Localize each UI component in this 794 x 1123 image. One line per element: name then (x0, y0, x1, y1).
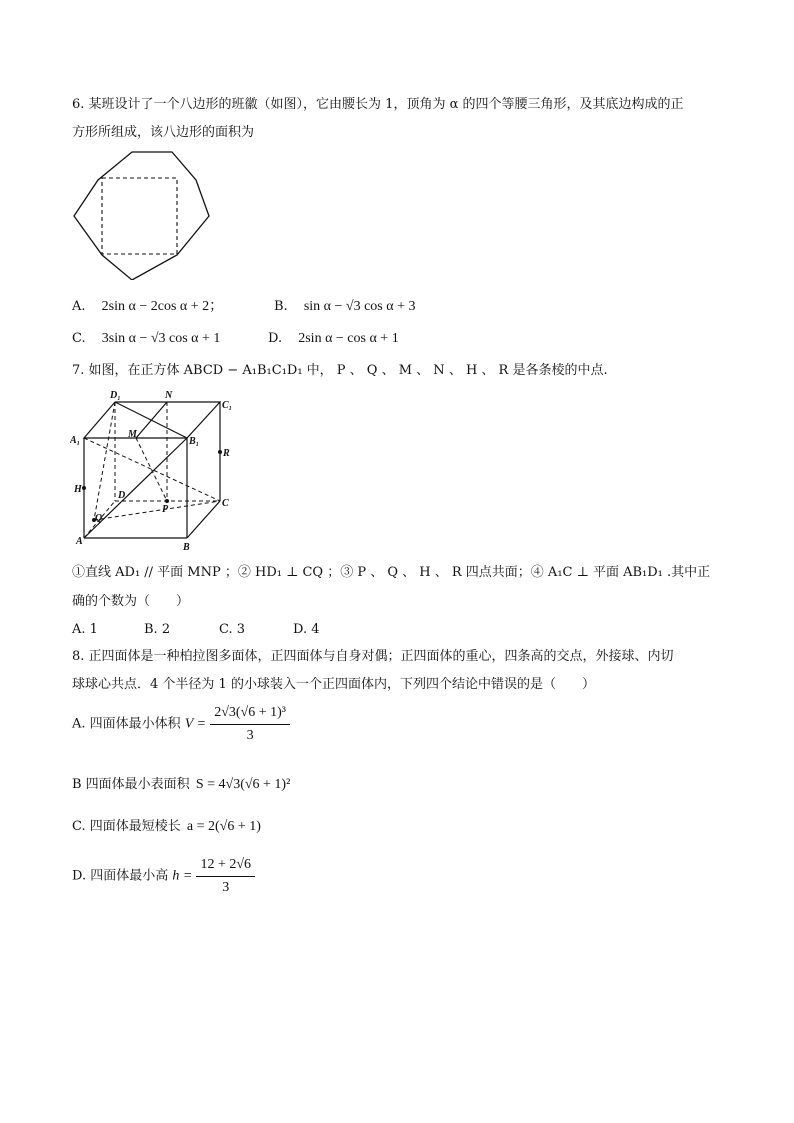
label-q: Q (95, 513, 103, 524)
q7-option-b[interactable]: B. 2 (144, 622, 171, 637)
q7-option-a[interactable]: A. 1 (72, 622, 98, 637)
label-c1: C₁ (222, 400, 233, 411)
q7-option-d[interactable]: D. 4 (293, 622, 320, 637)
q6-stem-line2: 方形所组成，该八边形的面积为 (72, 125, 255, 140)
label-c: C (222, 498, 229, 509)
q7-stem-line3: 确的个数为（ ） (72, 594, 190, 609)
q6-option-d[interactable]: D. 2sin α − cos α + 1 (268, 331, 399, 346)
label-m: M (128, 429, 137, 440)
label-r: R (223, 448, 230, 459)
q6-option-c[interactable]: C. 3sin α − √3 cos α + 1 (72, 331, 221, 346)
octagon-outline (74, 152, 209, 280)
label-b1: B₁ (189, 436, 200, 447)
hidden-d1-q (94, 402, 115, 520)
q7-statements: ①直线 AD₁ // 平面 MNP ；② HD₁ ⊥ CQ ；③ P 、 Q 、 H 、 R 四点共面；④ A₁C ⊥ 平面 AB₁D₁ .其中正 (72, 565, 711, 580)
q8-option-d-fraction: $\frac{12 + 2√6}{3}$ (196, 856, 255, 897)
q8-option-b[interactable]: B 四面体最小表面积 S = 4√3(√6 + 1)² (72, 777, 291, 792)
label-b: B (183, 542, 190, 553)
line-d1-b1 (115, 402, 187, 438)
point-r-dot (218, 450, 222, 454)
cube-figure (70, 388, 240, 558)
q8-stem-line1: 8. 正四面体是一种柏拉图多面体，正四面体与自身对偶；正四面体的重心，四条高的交点，外接球、内切 (72, 649, 674, 664)
inner-square-dashed (102, 178, 177, 254)
point-p-dot (165, 499, 169, 503)
q8-stem-line2: 球球心共点．4 个半径为 1 的小球装入一个正四面体内，下列四个结论中错误的是（ ） (72, 677, 595, 692)
label-d: D (118, 490, 126, 501)
point-h-dot (82, 486, 86, 490)
q6-stem-line1: 6. 某班设计了一个八边形的班徽（如图），它由腰长为 1，顶角为 α 的四个等腰三角形，及其底边构成的正 (72, 97, 684, 112)
hidden-m-p (136, 438, 167, 501)
octagon-badge-figure (72, 150, 212, 280)
q8-option-c[interactable]: C. 四面体最短棱长 a = 2(√6 + 1) (72, 819, 261, 834)
label-p: P (162, 504, 169, 515)
q7-option-c[interactable]: C. 3 (219, 622, 246, 637)
q6-option-a[interactable]: A. 2sin α − 2cos α + 2； (72, 299, 224, 314)
q8-option-a[interactable]: A. 四面体最小体积 V = $\frac{\text{2√3(√6 + 1)³}}{3}$ (72, 704, 290, 745)
label-h: H (74, 484, 82, 495)
label-a: A (76, 536, 83, 547)
q8-option-d[interactable]: D. 四面体最小高 h = $\frac{12 + 2√6}{3}$ (72, 856, 255, 897)
label-d1: D₁ (110, 390, 121, 401)
q6-option-b[interactable]: B. sin α − √3 cos α + 3 (274, 299, 416, 314)
label-n: N (165, 390, 173, 401)
label-a1: A₁ (70, 435, 81, 446)
q7-stem-line1: 7. 如图，在正方体 ABCD − A₁B₁C₁D₁ 中， P 、 Q 、 M 、 N 、 H 、 R 是各条棱的中点. (72, 363, 608, 378)
edge-b-c (187, 501, 220, 538)
q8-option-a-fraction: $\frac{\text{2√3(√6 + 1)³}}{3}$ (210, 704, 290, 745)
